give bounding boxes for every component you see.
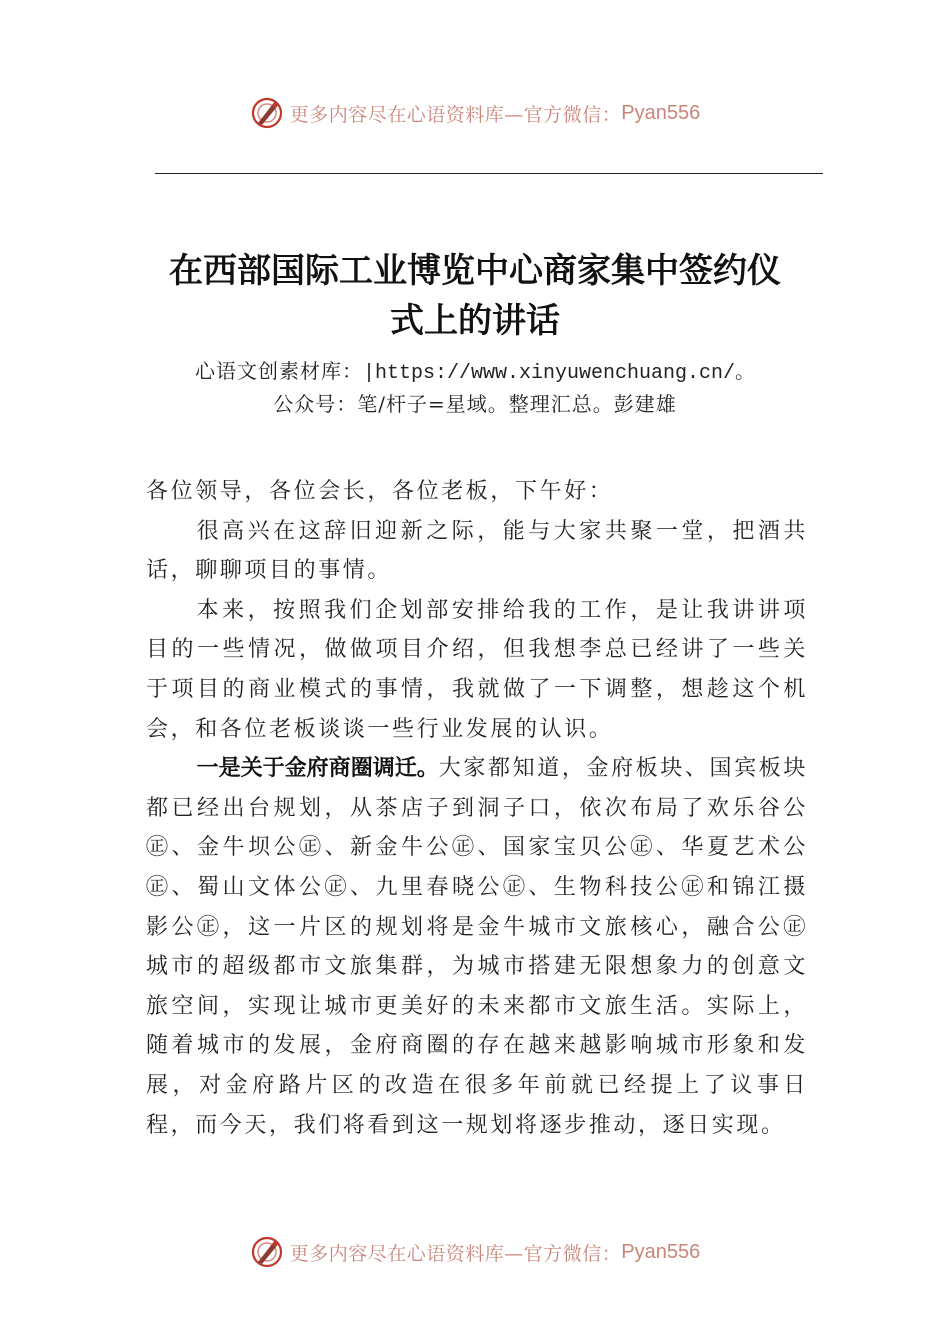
header-divider: [155, 173, 823, 174]
source-label: 心语文创素材库：: [194, 359, 363, 383]
greeting: 各位领导，各位会长，各位老板，下午好：: [146, 479, 614, 504]
paragraph-1: 很高兴在这辞旧迎新之际，能与大家共聚一堂，把酒共话，聊聊项目的事情。: [146, 518, 808, 584]
header-wechat-id: Pyan556: [621, 101, 701, 124]
brand-logo-icon: [250, 1235, 284, 1269]
paragraph-3-heading: 一是关于金府商圈调迁。: [196, 756, 439, 782]
title-line-2: 式上的讲话: [390, 301, 560, 341]
footer-banner: [0, 1232, 950, 1272]
paragraph-3: [146, 749, 808, 1145]
source-line-1: [100, 356, 850, 389]
paragraph-2: 本来，按照我们企划部安排给我的工作，是让我讲讲项目的一些情况，做做项目介绍，但我想李总已经讲了一些关于项目的商业模式的事情，我就做了一下调整，想趁这个机会，和各位老板谈谈一些行业发展的认识。: [146, 597, 808, 742]
title-line-1: 在西部国际工业博览中心商家集中签约仪: [169, 251, 781, 291]
paragraph-3-body: 大家都知道，金府板块、国宾板块都已经出台规划，从茶店子到洞子口，依次布局了欢乐谷公㊣、金牛坝公㊣、新金牛公㊣、国家宝贝公㊣、华夏艺术公㊣、蜀山文体公㊣、九里春晓公㊣、生物科技公㊣和锦江摄影公㊣，这一片区的规划将是金牛城市文旅核心，融合公㊣城市的超级都市文旅集群，为城市搭建无限想象力的创意文旅空间，实现让城市更美好的未来都市文旅生活。实际上，随着城市的发展，金府商圈的存在越来越影响城市形象和发展，对金府路片区的改造在很多年前就已经提上了议事日程，而今天，我们将看到这一规划将逐步推动，逐日实现。: [146, 756, 808, 1138]
document-title: [140, 246, 810, 346]
document-source: [100, 356, 850, 419]
document-body: [146, 472, 808, 1145]
source-url: |https://www.xinyuwenchuang.cn/。: [362, 362, 756, 385]
source-line-2: 公众号：笔/杆子=星域。整理汇总。彭建雄: [273, 392, 677, 416]
header-banner: [0, 93, 950, 133]
brand-logo-icon: [250, 96, 284, 130]
footer-banner-text: 更多内容尽在心语资料库—官方微信：: [289, 1242, 622, 1265]
footer-wechat-id: Pyan556: [621, 1240, 701, 1263]
header-banner-text: 更多内容尽在心语资料库—官方微信：: [289, 103, 622, 126]
